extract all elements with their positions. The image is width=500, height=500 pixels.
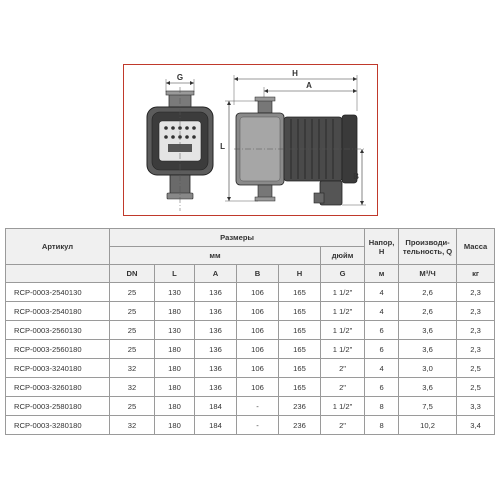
cell-b: 106: [237, 302, 279, 321]
cell-dn: 25: [110, 321, 155, 340]
header-col-b: B: [237, 265, 279, 283]
cell-a: 136: [195, 340, 237, 359]
cell-h: 165: [279, 378, 321, 397]
cell-a: 136: [195, 359, 237, 378]
dim-label-g: G: [176, 73, 184, 82]
header-dimensions: Размеры: [110, 229, 365, 247]
cell-flow: 2,6: [399, 283, 457, 302]
cell-g: 2": [321, 359, 365, 378]
cell-flow: 2,6: [399, 302, 457, 321]
cell-article: RCP-0003-2580180: [6, 397, 110, 416]
cell-mass: 2,3: [457, 321, 495, 340]
cell-g: 1 1/2": [321, 283, 365, 302]
cell-g: 1 1/2": [321, 321, 365, 340]
cell-g: 1 1/2": [321, 340, 365, 359]
cell-g: 1 1/2": [321, 397, 365, 416]
cell-article: RCP-0003-2540180: [6, 302, 110, 321]
cell-mass: 2,3: [457, 302, 495, 321]
header-unit-flow: М³/Ч: [399, 265, 457, 283]
header-unit-head: м: [365, 265, 399, 283]
cell-l: 180: [155, 302, 195, 321]
cell-b: 106: [237, 378, 279, 397]
cell-flow: 10,2: [399, 416, 457, 435]
cell-h: 236: [279, 397, 321, 416]
cell-a: 136: [195, 302, 237, 321]
cell-head: 8: [365, 397, 399, 416]
cell-mass: 2,5: [457, 359, 495, 378]
cell-a: 184: [195, 416, 237, 435]
cell-dn: 32: [110, 359, 155, 378]
cell-mass: 2,3: [457, 340, 495, 359]
cell-l: 180: [155, 378, 195, 397]
cell-flow: 3,0: [399, 359, 457, 378]
cell-a: 136: [195, 378, 237, 397]
dim-label-a: A: [306, 81, 312, 90]
cell-h: 165: [279, 359, 321, 378]
header-mass: Масса: [457, 229, 495, 265]
cell-b: 106: [237, 321, 279, 340]
cell-h: 165: [279, 283, 321, 302]
cell-l: 180: [155, 416, 195, 435]
cell-l: 130: [155, 283, 195, 302]
cell-head: 6: [365, 321, 399, 340]
cell-mass: 3,3: [457, 397, 495, 416]
cell-flow: 7,5: [399, 397, 457, 416]
cell-a: 184: [195, 397, 237, 416]
header-unit-mass: кг: [457, 265, 495, 283]
cell-head: 4: [365, 283, 399, 302]
cell-l: 180: [155, 340, 195, 359]
pump-drawing: [124, 65, 379, 217]
table-row: [6, 283, 495, 302]
cell-flow: 3,6: [399, 321, 457, 340]
cell-dn: 32: [110, 416, 155, 435]
cell-g: 2": [321, 416, 365, 435]
cell-dn: 25: [110, 302, 155, 321]
cell-article: RCP-0003-3240180: [6, 359, 110, 378]
header-col-g: G: [321, 265, 365, 283]
cell-l: 180: [155, 397, 195, 416]
cell-dn: 25: [110, 283, 155, 302]
cell-h: 165: [279, 321, 321, 340]
cell-mass: 2,5: [457, 378, 495, 397]
cell-dn: 32: [110, 378, 155, 397]
cell-b: 106: [237, 340, 279, 359]
cell-h: 165: [279, 302, 321, 321]
cell-article: RCP-0003-2560180: [6, 340, 110, 359]
cell-b: -: [237, 416, 279, 435]
cell-head: 4: [365, 359, 399, 378]
cell-mass: 3,4: [457, 416, 495, 435]
dim-label-b: B: [353, 172, 359, 181]
table-row: [6, 302, 495, 321]
cell-head: 6: [365, 340, 399, 359]
cell-b: 106: [237, 359, 279, 378]
cell-b: -: [237, 397, 279, 416]
dim-label-l: L: [220, 142, 225, 151]
header-inch: дюйм: [321, 247, 365, 265]
pump-front-view: [147, 73, 213, 211]
cell-g: 2": [321, 378, 365, 397]
pump-side-view: [220, 69, 366, 205]
header-article: Артикул: [6, 229, 110, 265]
dim-label-h: H: [292, 69, 298, 78]
cell-flow: 3,6: [399, 378, 457, 397]
table-row: [6, 416, 495, 435]
cell-head: 4: [365, 302, 399, 321]
header-flow: Производи-тельность, Q: [399, 229, 457, 265]
cell-mass: 2,3: [457, 283, 495, 302]
cell-article: RCP-0003-3260180: [6, 378, 110, 397]
cell-l: 130: [155, 321, 195, 340]
cell-article: RCP-0003-2540130: [6, 283, 110, 302]
cell-h: 236: [279, 416, 321, 435]
cell-a: 136: [195, 321, 237, 340]
header-mm: мм: [110, 247, 321, 265]
cell-l: 180: [155, 359, 195, 378]
cell-a: 136: [195, 283, 237, 302]
cell-head: 6: [365, 378, 399, 397]
cell-dn: 25: [110, 397, 155, 416]
table-row: [6, 340, 495, 359]
table-row: [6, 321, 495, 340]
spec-table: [5, 228, 495, 435]
table-row: [6, 359, 495, 378]
header-col-l: L: [155, 265, 195, 283]
header-unit-spacer: [6, 265, 110, 283]
cell-article: RCP-0003-3280180: [6, 416, 110, 435]
cell-h: 165: [279, 340, 321, 359]
header-col-dn: DN: [110, 265, 155, 283]
header-col-a: A: [195, 265, 237, 283]
cell-flow: 3,6: [399, 340, 457, 359]
cell-article: RCP-0003-2560130: [6, 321, 110, 340]
table-row: [6, 397, 495, 416]
header-col-h: H: [279, 265, 321, 283]
cell-g: 1 1/2": [321, 302, 365, 321]
cell-dn: 25: [110, 340, 155, 359]
pump-drawing-frame: [123, 64, 378, 216]
header-head: Напор, Н: [365, 229, 399, 265]
cell-b: 106: [237, 283, 279, 302]
table-row: [6, 378, 495, 397]
cell-head: 8: [365, 416, 399, 435]
